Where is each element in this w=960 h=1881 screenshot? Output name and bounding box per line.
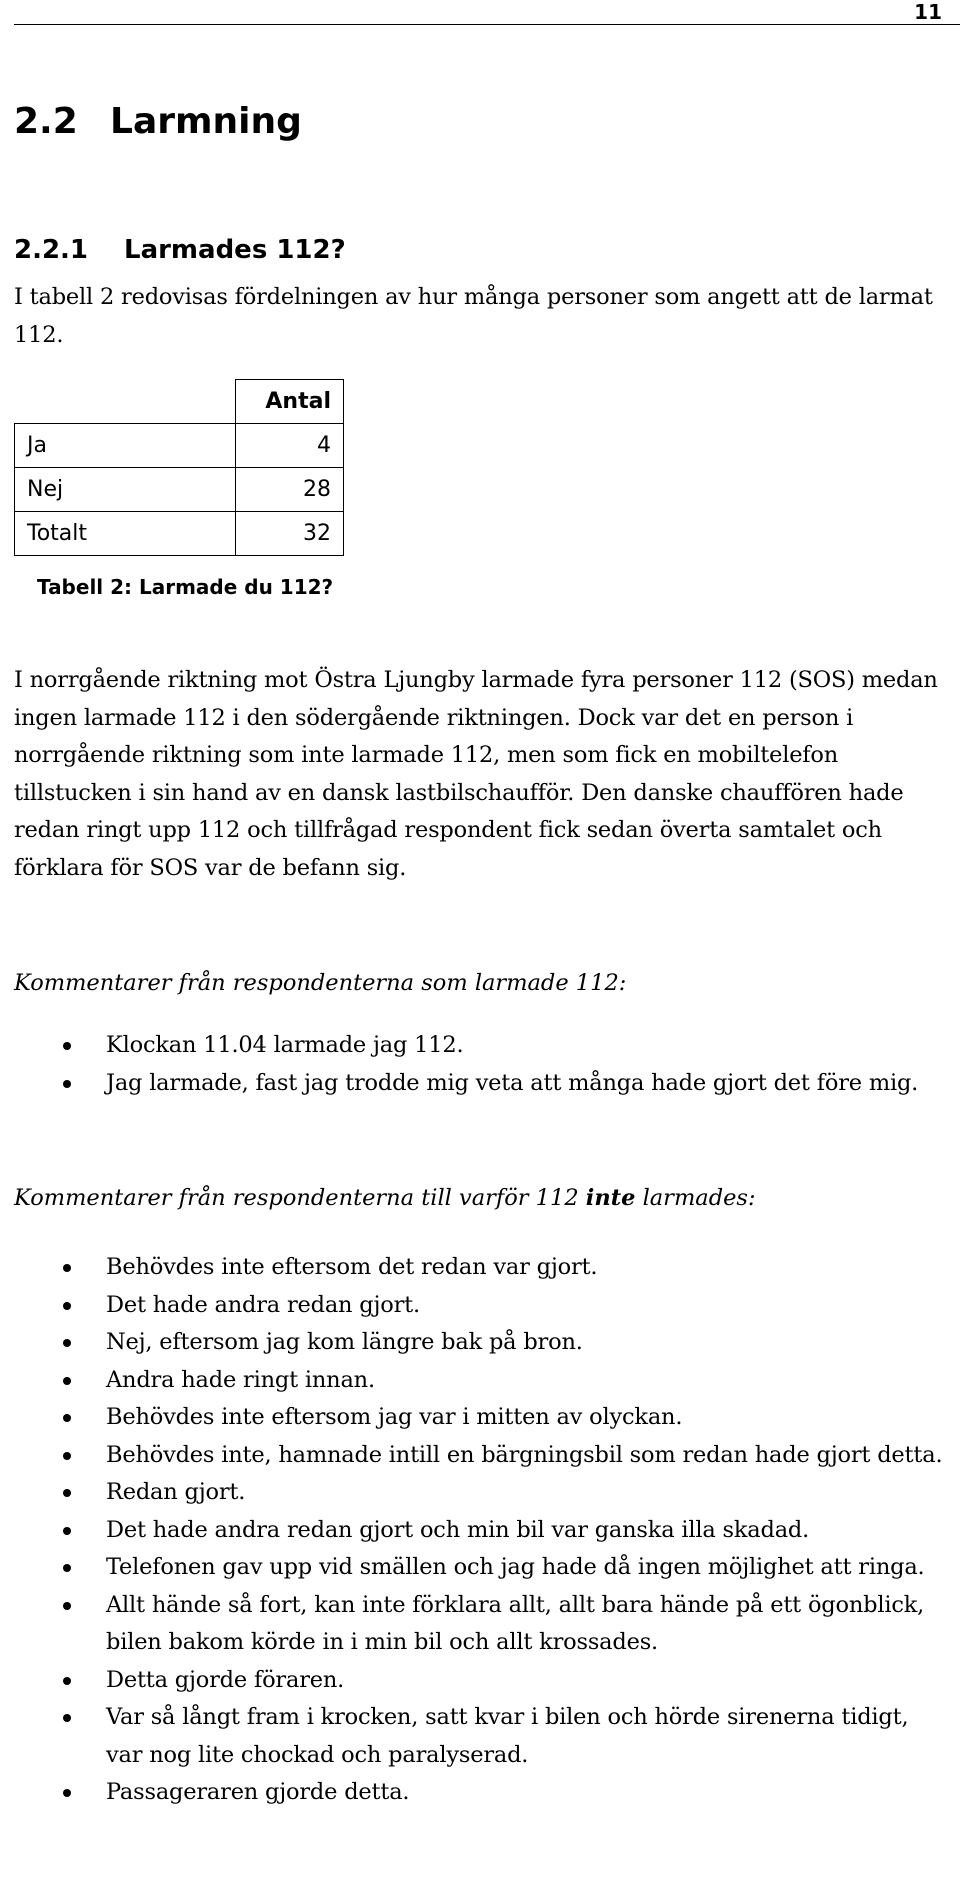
header-rule (14, 24, 960, 25)
subsection-number: 2.2.1 (14, 235, 89, 265)
list-item: Klockan 11.04 larmade jag 112. (14, 1027, 949, 1065)
table-row (15, 512, 344, 556)
section-number: 2.2 (14, 101, 78, 142)
table-row-label: Nej (15, 468, 236, 512)
table-caption: Tabell 2: Larmade du 112? (37, 575, 334, 599)
subsection-heading (14, 234, 346, 266)
table-row-value: 4 (236, 424, 344, 468)
list-item: Behövdes inte eftersom det redan var gjort. (14, 1249, 949, 1287)
results-table (14, 379, 344, 556)
comments-called-heading: Kommentarer från respondenterna som larmade 112: (14, 970, 627, 996)
intro-paragraph: I tabell 2 redovisas fördelningen av hur många personer som angett att de larmat 112. (14, 284, 933, 348)
comments-not-called-list (14, 1249, 949, 1812)
list-item: Telefonen gav upp vid smällen och jag hade då ingen möjlighet att ringa. (14, 1549, 949, 1587)
list-item: Det hade andra redan gjort och min bil var ganska illa skadad. (14, 1512, 949, 1550)
table-row (15, 424, 344, 468)
subsection-title: Larmades 112? (124, 235, 346, 265)
list-item: Behövdes inte, hamnade intill en bärgningsbil som redan hade gjort detta. (14, 1437, 949, 1475)
table-header-row (15, 380, 344, 424)
list-item: Jag larmade, fast jag trodde mig veta att många hade gjort det före mig. (14, 1065, 949, 1103)
list-item: Allt hände så fort, kan inte förklara allt, allt bara hände på ett ögonblick, bilen bakom körde in i min bil och allt krossades. (14, 1587, 949, 1662)
section-heading (14, 100, 302, 144)
table-row-label: Totalt (15, 512, 236, 556)
body-paragraph: I norrgående riktning mot Östra Ljungby larmade fyra personer 112 (SOS) medan ingen larmade 112 i den södergående riktningen. Dock var det en person i norrgående riktning som inte larmade 112, men som fick en mobiltelefon tillstucken i sin hand av en dansk lastbilschaufför. Den danske chauffören hade redan ringt upp 112 och tillfrågad respondent fick sedan överta samtalet och förklara för SOS var de befann sig. (14, 667, 938, 881)
table-row-label: Ja (15, 424, 236, 468)
list-item: Var så långt fram i krocken, satt kvar i bilen och hörde sirenerna tidigt, var nog lite chockad och paralyserad. (14, 1699, 949, 1774)
list-item: Passageraren gjorde detta. (14, 1774, 949, 1812)
table-row-value: 32 (236, 512, 344, 556)
table-row-value: 28 (236, 468, 344, 512)
table-column-header: Antal (236, 380, 344, 424)
list-item: Andra hade ringt innan. (14, 1362, 949, 1400)
list-item: Det hade andra redan gjort. (14, 1287, 949, 1325)
comments-called-list (14, 1027, 949, 1102)
table-row (15, 468, 344, 512)
list-item: Redan gjort. (14, 1474, 949, 1512)
page-number: 11 (914, 0, 942, 24)
list-item: Nej, eftersom jag kom längre bak på bron. (14, 1324, 949, 1362)
heading-suffix: larmades: (635, 1185, 756, 1211)
heading-emphasis: inte (585, 1185, 636, 1211)
heading-prefix: Kommentarer från respondenterna till varför 112 (14, 1185, 586, 1211)
section-title: Larmning (110, 101, 302, 142)
comments-not-called-heading (14, 1183, 756, 1213)
list-item: Behövdes inte eftersom jag var i mitten av olyckan. (14, 1399, 949, 1437)
table-corner-cell (15, 380, 236, 424)
list-item: Detta gjorde föraren. (14, 1662, 949, 1700)
